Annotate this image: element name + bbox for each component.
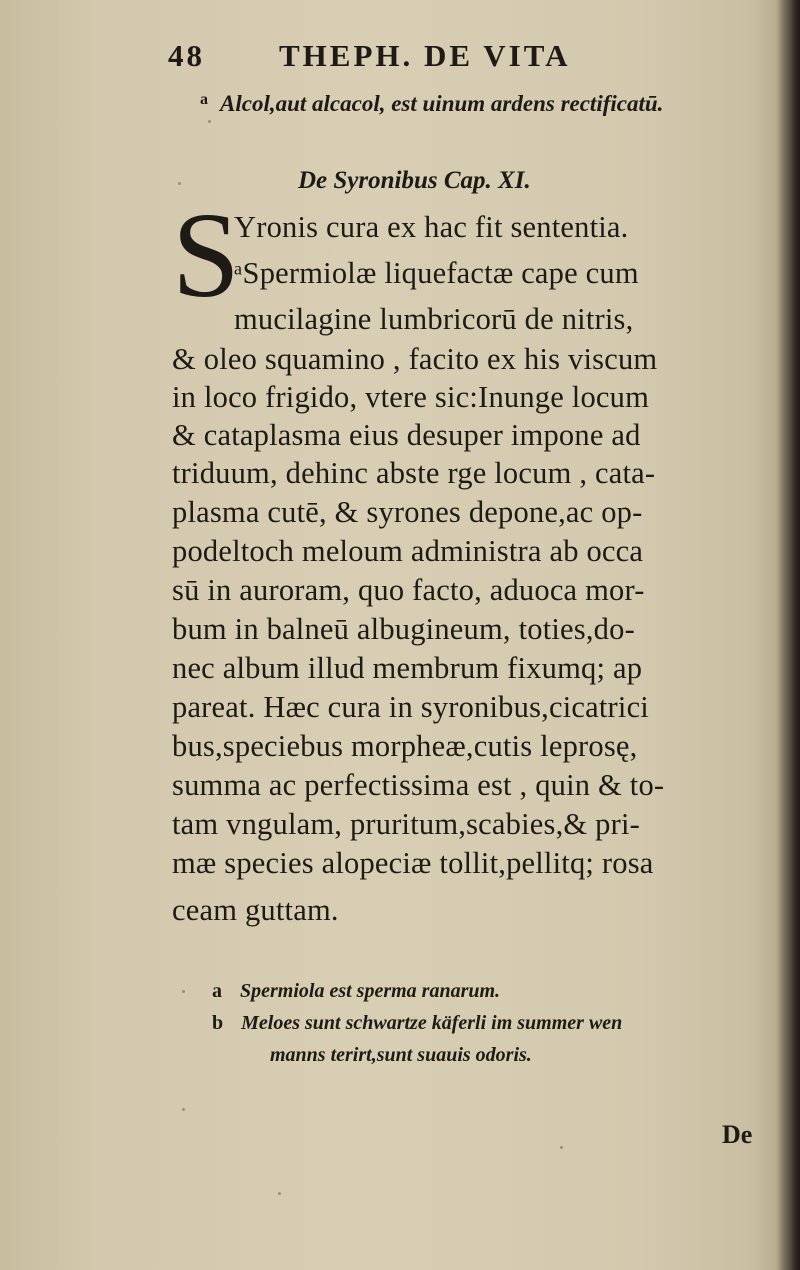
body-line: podeltoch meloum administra ab occa bbox=[172, 534, 644, 568]
page-gutter-shadow bbox=[778, 0, 800, 1270]
paper-speck bbox=[278, 1192, 281, 1195]
chapter-heading: De Syronibus Cap. XI. bbox=[298, 167, 531, 194]
body-line: bum in balneū albugineum, toties,do- bbox=[172, 612, 635, 646]
body-line: & oleo squamino , facito ex his viscum bbox=[172, 342, 658, 376]
paper-speck bbox=[182, 990, 185, 993]
catchword: De bbox=[722, 1120, 753, 1149]
footnote-continuation: manns terirt,sunt suauis odoris. bbox=[270, 1044, 532, 1066]
body-line: nec album illud membrum fixumq; ap bbox=[172, 651, 643, 685]
footnote-text: Spermiola est sperma ranarum. bbox=[240, 980, 501, 1002]
footnote-text: Meloes sunt schwartze käferli im summer wen bbox=[241, 1012, 623, 1034]
body-line: summa ac perfectissima est , quin & to- bbox=[172, 768, 665, 802]
body-line: sū in auroram, quo facto, aduoca mor- bbox=[172, 573, 645, 607]
body-line: mæ species alopeciæ tollit,pellitq; rosa bbox=[172, 846, 654, 880]
body-line: Yronis cura ex hac fit sententia. bbox=[234, 210, 629, 244]
running-title: THEPH. DE VITA bbox=[279, 38, 571, 73]
drop-cap: S bbox=[172, 188, 240, 323]
paper-speck bbox=[178, 182, 181, 185]
gloss-text: Alcol,aut alcacol, est uinum ardens rectificatū. bbox=[220, 91, 664, 116]
body-line: ᵃSpermiolæ liquefactæ cape cum bbox=[234, 256, 639, 290]
page-number: 48 bbox=[168, 38, 205, 73]
footnote-marker: a bbox=[212, 980, 222, 1002]
running-header bbox=[168, 38, 570, 74]
footnote bbox=[212, 980, 500, 1003]
body-line: ceam guttam. bbox=[172, 893, 339, 927]
footnote bbox=[212, 1012, 622, 1035]
paper-speck bbox=[208, 120, 211, 123]
paper-speck bbox=[560, 1146, 563, 1149]
body-line: pareat. Hæc cura in syronibus,cicatrici bbox=[172, 690, 649, 724]
footnote-marker: b bbox=[212, 1012, 224, 1034]
paper-speck bbox=[182, 1108, 185, 1111]
body-line: in loco frigido, vtere sic:Inunge locum bbox=[172, 380, 650, 414]
body-line: & cataplasma eius desuper impone ad bbox=[172, 418, 641, 452]
body-line: bus,speciebus morpheæ,cutis leprosę, bbox=[172, 729, 638, 763]
body-line: plasma cutē, & syrones depone,ac op- bbox=[172, 495, 643, 529]
gloss-marker: a bbox=[200, 91, 208, 108]
body-line: tam vngulam, pruritum,scabies,& pri- bbox=[172, 807, 640, 841]
body-line: mucilagine lumbricorū de nitris, bbox=[234, 302, 634, 336]
body-line: triduum, dehinc abste rge locum , cata- bbox=[172, 456, 656, 490]
top-gloss bbox=[200, 91, 663, 117]
